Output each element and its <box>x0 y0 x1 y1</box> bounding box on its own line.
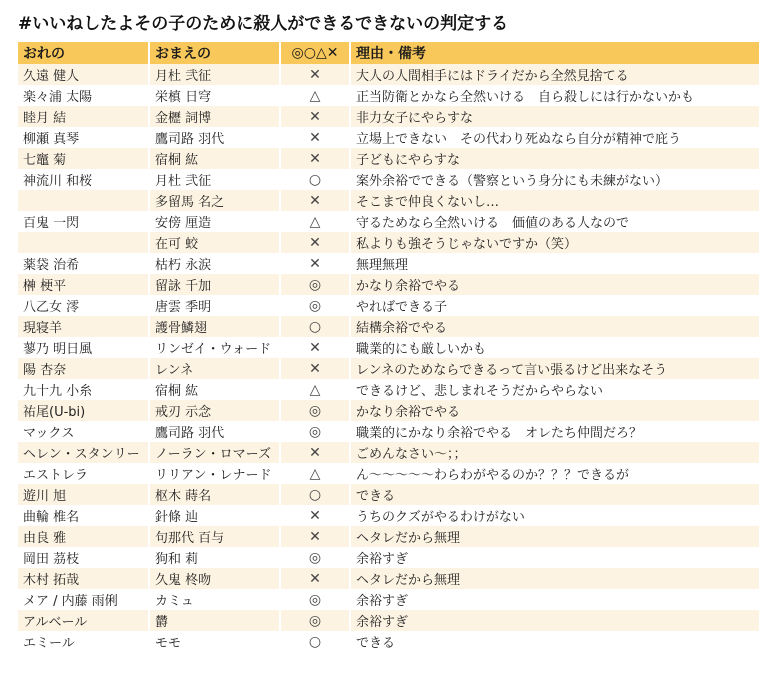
verdict-mark-cell: △ <box>280 85 350 106</box>
table-row <box>18 547 759 568</box>
table-row <box>18 589 759 610</box>
your-character-cell: 針條 辿 <box>149 505 280 526</box>
my-character-cell: 薬袋 治希 <box>18 253 149 274</box>
reason-cell: 案外余裕でできる（警察という身分にも未練がない） <box>350 169 759 190</box>
reason-cell: ヘタレだから無理 <box>350 526 759 547</box>
verdict-mark-cell: △ <box>280 463 350 484</box>
verdict-mark-cell: ✕ <box>280 148 350 169</box>
table-row <box>18 400 759 421</box>
verdict-mark-cell: ✕ <box>280 106 350 127</box>
reason-cell: ごめんなさい〜；； <box>350 442 759 463</box>
verdict-mark-cell: ○ <box>280 631 350 652</box>
your-character-cell: 月杜 弐征 <box>149 169 280 190</box>
verdict-mark-cell: ✕ <box>280 442 350 463</box>
reason-cell: やればできる子 <box>350 295 759 316</box>
table-row <box>18 463 759 484</box>
table-row <box>18 484 759 505</box>
reason-cell: 結構余裕でやる <box>350 316 759 337</box>
reason-cell: かなり余裕でやる <box>350 400 759 421</box>
judgement-table <box>18 42 759 652</box>
your-character-cell: 多留馬 名之 <box>149 190 280 211</box>
my-character-cell: エミール <box>18 631 149 652</box>
your-character-cell: リンゼイ・ウォード <box>149 337 280 358</box>
reason-cell: 非力女子にやらすな <box>350 106 759 127</box>
my-character-cell: 八乙女 澪 <box>18 295 149 316</box>
header-mine: おれの <box>18 42 149 64</box>
verdict-mark-cell: ○ <box>280 169 350 190</box>
reason-cell: できるけど、悲しまれそうだからやらない <box>350 379 759 400</box>
my-character-cell: 神流川 和桜 <box>18 169 149 190</box>
header-verdict: ◎○△✕ <box>280 42 350 64</box>
your-character-cell: 句那代 百与 <box>149 526 280 547</box>
verdict-mark-cell: △ <box>280 211 350 232</box>
verdict-mark-cell: ○ <box>280 484 350 505</box>
verdict-mark-cell: ◎ <box>280 547 350 568</box>
table-row <box>18 85 759 106</box>
my-character-cell: 祐尾(U-bi) <box>18 400 149 421</box>
your-character-cell: 枢木 蒔名 <box>149 484 280 505</box>
reason-cell: 立場上できない その代わり死ぬなら自分が精神で庇う <box>350 127 759 148</box>
verdict-mark-cell: ✕ <box>280 337 350 358</box>
table-row <box>18 631 759 652</box>
reason-cell: レンネのためならできるって言い張るけど出来なそう <box>350 358 759 379</box>
table-header <box>18 42 759 64</box>
my-character-cell: 蓼乃 明日風 <box>18 337 149 358</box>
reason-cell: ヘタレだから無理 <box>350 568 759 589</box>
verdict-mark-cell: ◎ <box>280 400 350 421</box>
your-character-cell: 月杜 弐征 <box>149 64 280 85</box>
your-character-cell: 栄槙 日穹 <box>149 85 280 106</box>
my-character-cell: 楽々浦 太陽 <box>18 85 149 106</box>
page-title: #いいねしたよその子のために殺人ができるできないの判定する <box>18 14 509 34</box>
your-character-cell: 鷹司路 羽代 <box>149 127 280 148</box>
my-character-cell <box>18 232 149 253</box>
your-character-cell: 戒刃 示念 <box>149 400 280 421</box>
header-yours: おまえの <box>149 42 280 64</box>
verdict-mark-cell: ✕ <box>280 568 350 589</box>
verdict-mark-cell: ✕ <box>280 127 350 148</box>
verdict-mark-cell: ◎ <box>280 274 350 295</box>
my-character-cell: 睦月 結 <box>18 106 149 127</box>
reason-cell: うちのクズがやるわけがない <box>350 505 759 526</box>
verdict-mark-cell: ✕ <box>280 232 350 253</box>
your-character-cell: 金櫪 詞博 <box>149 106 280 127</box>
your-character-cell: 久鬼 柊吻 <box>149 568 280 589</box>
table-row <box>18 148 759 169</box>
my-character-cell: 由良 雅 <box>18 526 149 547</box>
my-character-cell: 木村 拓哉 <box>18 568 149 589</box>
table-row <box>18 526 759 547</box>
my-character-cell: メア / 内藤 雨俐 <box>18 589 149 610</box>
your-character-cell: レンネ <box>149 358 280 379</box>
your-character-cell: 留詠 千加 <box>149 274 280 295</box>
verdict-mark-cell: ✕ <box>280 64 350 85</box>
my-character-cell: 遊川 旭 <box>18 484 149 505</box>
verdict-mark-cell: ◎ <box>280 589 350 610</box>
table-row <box>18 379 759 400</box>
my-character-cell <box>18 190 149 211</box>
my-character-cell: 九十九 小糸 <box>18 379 149 400</box>
reason-cell: 無理無理 <box>350 253 759 274</box>
my-character-cell: マックス <box>18 421 149 442</box>
table-row <box>18 106 759 127</box>
your-character-cell: 唐雲 季明 <box>149 295 280 316</box>
reason-cell: 余裕すぎ <box>350 547 759 568</box>
verdict-mark-cell: ✕ <box>280 358 350 379</box>
table-row <box>18 127 759 148</box>
my-character-cell: 岡田 茘枝 <box>18 547 149 568</box>
verdict-mark-cell: ◎ <box>280 421 350 442</box>
table-row <box>18 253 759 274</box>
my-character-cell: 陽 杏奈 <box>18 358 149 379</box>
table-row <box>18 190 759 211</box>
your-character-cell: ノーラン・ロマーズ <box>149 442 280 463</box>
reason-cell: 守るためなら全然いける 価値のある人なので <box>350 211 759 232</box>
verdict-mark-cell: ◎ <box>280 610 350 631</box>
my-character-cell: アルベール <box>18 610 149 631</box>
verdict-mark-cell: ✕ <box>280 505 350 526</box>
my-character-cell: エストレラ <box>18 463 149 484</box>
table-row <box>18 421 759 442</box>
your-character-cell: 鷹司路 羽代 <box>149 421 280 442</box>
my-character-cell: 榊 梗平 <box>18 274 149 295</box>
my-character-cell: ヘレン・スタンリー <box>18 442 149 463</box>
verdict-mark-cell: ◎ <box>280 295 350 316</box>
your-character-cell: 安傍 厘造 <box>149 211 280 232</box>
verdict-mark-cell: ✕ <box>280 253 350 274</box>
my-character-cell: 現寝羊 <box>18 316 149 337</box>
table-row <box>18 274 759 295</box>
your-character-cell: 護骨鱗翅 <box>149 316 280 337</box>
reason-cell: 子どもにやらすな <box>350 148 759 169</box>
my-character-cell: 久遠 健人 <box>18 64 149 85</box>
table-row <box>18 358 759 379</box>
reason-cell: そこまで仲良くないし… <box>350 190 759 211</box>
reason-cell: 大人の人間相手にはドライだから全然見捨てる <box>350 64 759 85</box>
reason-cell: 職業的にかなり余裕でやる オレたち仲間だろ？ <box>350 421 759 442</box>
reason-cell: できる <box>350 631 759 652</box>
reason-cell: できる <box>350 484 759 505</box>
reason-cell: ん〜〜〜〜〜わらわがやるのか？？？できるが <box>350 463 759 484</box>
reason-cell: 職業的にも厳しいかも <box>350 337 759 358</box>
my-character-cell: 七竈 菊 <box>18 148 149 169</box>
header-row <box>18 42 759 64</box>
your-character-cell: カミュ <box>149 589 280 610</box>
table-row <box>18 337 759 358</box>
reason-cell: かなり余裕でやる <box>350 274 759 295</box>
verdict-mark-cell: ✕ <box>280 526 350 547</box>
reason-cell: 正当防衛とかなら全然いける 自ら殺しには行かないかも <box>350 85 759 106</box>
verdict-mark-cell: ○ <box>280 316 350 337</box>
table-row <box>18 442 759 463</box>
table-row <box>18 610 759 631</box>
table-row <box>18 568 759 589</box>
your-character-cell: 枯朽 永涙 <box>149 253 280 274</box>
your-character-cell: 在可 蛟 <box>149 232 280 253</box>
reason-cell: 余裕すぎ <box>350 610 759 631</box>
my-character-cell: 柳瀬 真琴 <box>18 127 149 148</box>
my-character-cell: 曲輪 椎名 <box>18 505 149 526</box>
reason-cell: 余裕すぎ <box>350 589 759 610</box>
your-character-cell: モモ <box>149 631 280 652</box>
your-character-cell: 宿桐 紘 <box>149 148 280 169</box>
table-row <box>18 169 759 190</box>
verdict-mark-cell: ✕ <box>280 190 350 211</box>
header-reason: 理由・備考 <box>350 42 759 64</box>
table-row <box>18 232 759 253</box>
your-character-cell: 欝 <box>149 610 280 631</box>
table-row <box>18 211 759 232</box>
table-row <box>18 505 759 526</box>
verdict-mark-cell: △ <box>280 379 350 400</box>
my-character-cell: 百鬼 一閃 <box>18 211 149 232</box>
your-character-cell: 宿桐 紘 <box>149 379 280 400</box>
table-row <box>18 295 759 316</box>
your-character-cell: リリアン・レナード <box>149 463 280 484</box>
table-body <box>18 64 759 652</box>
your-character-cell: 狗和 莉 <box>149 547 280 568</box>
table-row <box>18 64 759 85</box>
table-row <box>18 316 759 337</box>
reason-cell: 私よりも強そうじゃないですか（笑） <box>350 232 759 253</box>
